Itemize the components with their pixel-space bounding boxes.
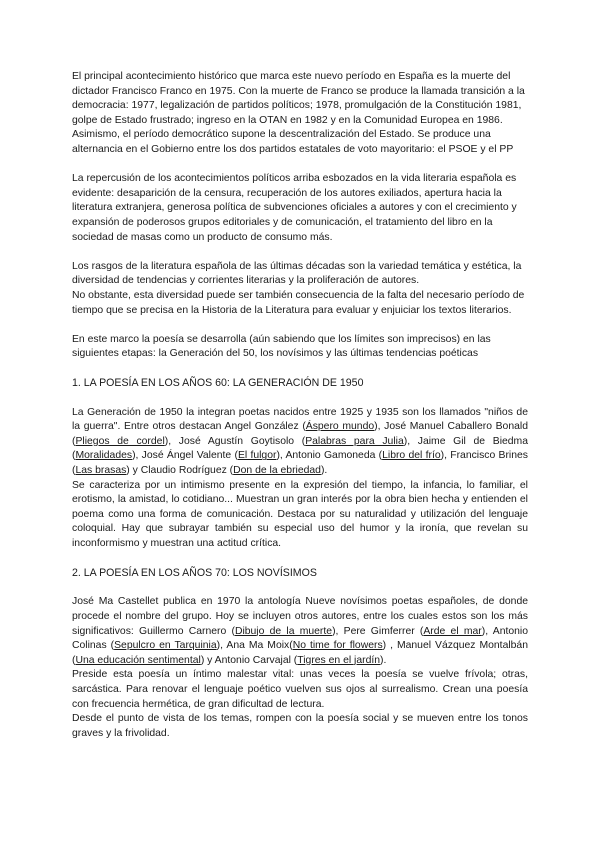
- section-1-text: ).: [320, 465, 328, 477]
- section-2-heading: 2. LA POESÍA EN LOS AÑOS 70: LOS NOVÍSIMOS: [72, 567, 317, 580]
- work-title: Sepulcro en Tarquinia: [114, 640, 217, 652]
- section-1-text: La Generación de 1950 la integran poetas nacidos entre 1925 y 1935 son los llamados "niños de la guerra". Entre otros destacan Angel González (: [72, 406, 528, 433]
- section-2-text: ), Ana Ma Moix(: [216, 640, 293, 652]
- document-page: [72, 70, 528, 756]
- section-2-text: ), Pere Gimferrer (: [332, 625, 424, 637]
- work-title: Libro del frío: [382, 450, 441, 462]
- section-1-paragraph-2: Se caracteriza por un intimismo presente en la expresión del tiempo, la infancia, lo familiar, el erotismo, la amistad, lo cotidiano... Muestran un gran interés por la obra bien hecha y entienden el poema como una forma de comunicación. Destaca por su naturalidad y utilización del lenguaje coloquial. Hay que subrayar también su especial uso del humor y la ironía, que revelan su inconformismo y muestran una actitud crítica.: [72, 479, 528, 549]
- section-2-text: ) y Antonio Carvajal (: [200, 654, 298, 666]
- work-title: Dibujo de la muerte: [234, 625, 333, 637]
- work-title: Tigres en el jardín: [297, 654, 381, 666]
- work-title: Arde el mar: [423, 625, 482, 637]
- work-title: Una educación sentimental: [75, 654, 201, 666]
- intro-paragraph-3: [72, 260, 528, 318]
- section-2-body: [72, 595, 528, 741]
- work-title: Moralidades: [75, 450, 133, 462]
- work-title: Pliegos de cordel: [75, 435, 165, 447]
- work-title: Áspero mundo: [305, 421, 375, 433]
- section-1-text: ) y Claudio Rodríguez (: [126, 465, 234, 477]
- intro-paragraph-1: El principal acontecimiento histórico que marca este nuevo período en España es la muerte del dictador Francisco Franco en 1975. Con la muerte de Franco se produce la llamada transición a la democracia: 1977, legalización de partidos políticos; 1978, promulgación de la Constitución 1981, golpe de Estado frustrado; ingreso en la OTAN en 1982 y en la Comunidad Europea en 1986. Asimismo, el período democrático supone la descentralización del Estado. Se produce una alternancia en el Gobierno entre los dos partidos estatales de voto mayoritario: el PSOE y el PP: [72, 71, 525, 155]
- section-2-paragraph-2: Preside esta poesía un íntimo malestar vital: unas veces la poesía se vuelve frívola; otras, sarcástica. Para renovar el lenguaje poético vuelven sus ojos al surrealismo. Crean una poesía con frecuencia hermética, de gran dificultad de lectura.: [72, 669, 528, 710]
- section-1-text: ), José Ángel Valente (: [132, 450, 238, 462]
- section-1-body: [72, 406, 528, 552]
- section-2-text: ) , Manuel Vázquez Montalbán (: [72, 640, 528, 666]
- work-title: Las brasas: [75, 465, 127, 477]
- section-2-paragraph-3: Desde el punto de vista de los temas, rompen con la poesía social y se mueven entre los tonos graves y la frivolidad.: [72, 713, 528, 739]
- section-1-text: ), Jaime Gil de Biedma (: [72, 435, 528, 462]
- section-1-text: ), Francisco Brines (: [72, 450, 528, 477]
- section-2-text: ).: [380, 654, 387, 666]
- work-title: Palabras para Julia: [305, 435, 404, 447]
- work-title: Don de la ebriedad: [233, 465, 321, 477]
- intro-paragraph-3a: Los rasgos de la literatura española de las últimas décadas son la variedad temática y estética, la diversidad de tendencias y corrientes literarias y la proliferación de autores.: [72, 260, 522, 287]
- intro-paragraph-2: La repercusión de los acontecimientos políticos arriba esbozados en la vida literaria española es evidente: desaparición de la censura, recuperación de los autores exiliados, apertura hacia la literatura extranjera, generosa política de subvenciones oficiales a autores y con el crecimiento y expansión de poderosos grupos editoriales y de comunicación, el tratamiento del libro en la sociedad de masas como un producto de consumo más.: [72, 173, 517, 243]
- section-1-text: ), José Manuel Caballero Bonald (: [72, 421, 528, 447]
- section-1-text: ), José Agustín Goytisolo (: [164, 435, 306, 447]
- section-1-text: ), Antonio Gamoneda (: [276, 450, 383, 462]
- section-1-heading: 1. LA POESÍA EN LOS AÑOS 60: LA GENERACIÓN DE 1950: [72, 377, 364, 390]
- work-title: No time for flowers: [292, 640, 383, 652]
- section-2-text: ), Antonio Colinas (: [72, 625, 529, 652]
- intro-paragraph-3b: No obstante, esta diversidad puede ser también consecuencia de la falta del necesario período de tiempo que se precisa en la Historia de la Literatura para evaluar y enjuiciar los textos literarios.: [72, 289, 525, 316]
- section-2-text: José Ma Castellet publica en 1970 la antología Nueve novísimos poetas españoles, de donde procede el nombre del grupo. Hoy se incluyen otros autores, entre los cuales estos son los más significativos: Guillermo Carnero (: [72, 596, 528, 637]
- work-title: El fulgor: [237, 450, 277, 462]
- intro-paragraph-4: En este marco la poesía se desarrolla (aún sabiendo que los límites son imprecisos) en las siguientes etapas: la Generación del 50, los novísimos y las últimas tendencias poéticas: [72, 333, 491, 360]
